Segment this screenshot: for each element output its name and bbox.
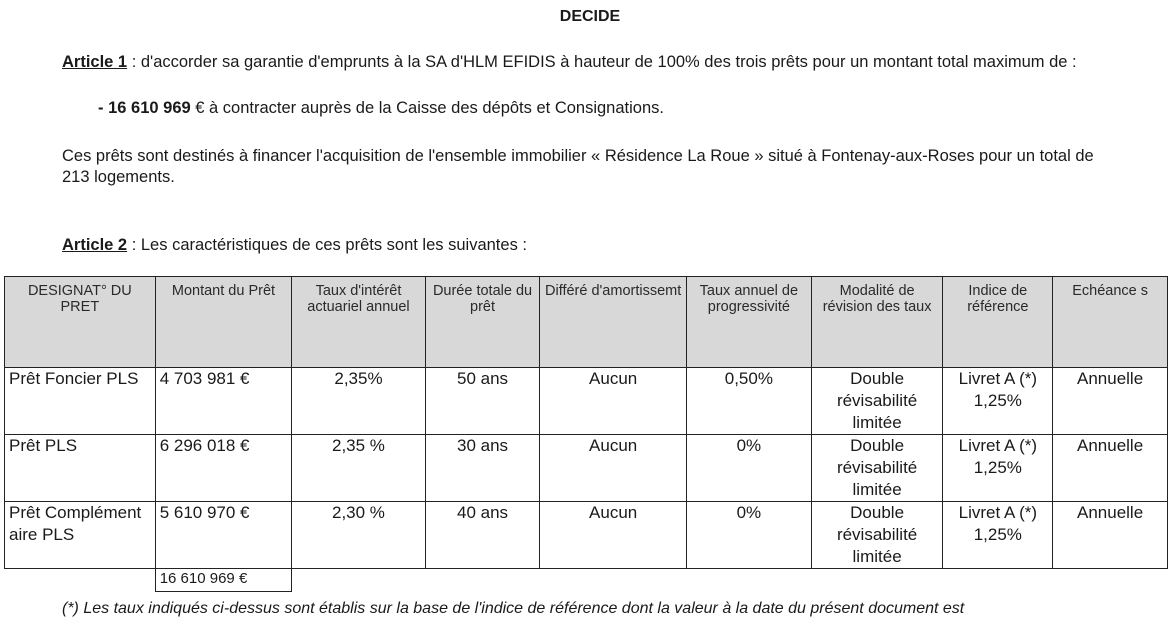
header-differe: Différé d'amortissemt bbox=[540, 277, 687, 368]
cell-differe: Aucun bbox=[540, 502, 687, 569]
table-total-row bbox=[5, 569, 1168, 592]
cell-modalite: Double révisabilité limitée bbox=[811, 368, 943, 435]
article-1-paragraph bbox=[62, 52, 1122, 73]
cell-modalite: Double révisabilité limitée bbox=[811, 435, 943, 502]
cell-progressivite: 0% bbox=[686, 502, 811, 569]
cell-montant: 5 610 970 € bbox=[155, 502, 292, 569]
cell-echeances: Annuelle bbox=[1053, 502, 1168, 569]
table-row bbox=[5, 502, 1168, 569]
cell-indice: Livret A (*) 1,25% bbox=[943, 502, 1053, 569]
table-row bbox=[5, 435, 1168, 502]
amount-suffix: € à contracter auprès de la Caisse des dépôts et Consignations. bbox=[190, 99, 664, 117]
cell-designation: Prêt Foncier PLS bbox=[5, 368, 156, 435]
table-header-row bbox=[5, 277, 1168, 368]
loan-total-amount: 16 610 969 bbox=[108, 99, 191, 117]
cell-differe: Aucun bbox=[540, 435, 687, 502]
cell-total-montant: 16 610 969 € bbox=[155, 569, 292, 592]
cell-progressivite: 0% bbox=[686, 435, 811, 502]
cell-modalite: Double révisabilité limitée bbox=[811, 502, 943, 569]
header-progressivite: Taux annuel de progressivité bbox=[686, 277, 811, 368]
header-montant: Montant du Prêt bbox=[155, 277, 292, 368]
cell-indice: Livret A (*) 1,25% bbox=[943, 368, 1053, 435]
cell-montant: 6 296 018 € bbox=[155, 435, 292, 502]
article-2-paragraph bbox=[62, 235, 527, 256]
cell-taux: 2,35 % bbox=[292, 435, 426, 502]
decision-heading: DECIDE bbox=[559, 8, 621, 25]
cell-progressivite: 0,50% bbox=[686, 368, 811, 435]
header-duree: Durée totale du prêt bbox=[425, 277, 540, 368]
cell-designation: Prêt PLS bbox=[5, 435, 156, 502]
financing-purpose-paragraph: Ces prêts sont destinés à financer l'acquisition de l'ensemble immobilier « Résidence La Roue » situé à Fontenay-aux-Roses pour un total de 213 logements. bbox=[62, 147, 1094, 186]
cell-differe: Aucun bbox=[540, 368, 687, 435]
loan-characteristics-table bbox=[4, 276, 1168, 592]
cell-designation: Prêt Complément aire PLS bbox=[5, 502, 156, 569]
article-1-amount-line bbox=[98, 98, 664, 119]
article-2-label: Article 2 bbox=[62, 236, 128, 254]
header-designation: DESIGNAT° DU PRET bbox=[5, 277, 156, 368]
header-modalite: Modalité de révision des taux bbox=[811, 277, 943, 368]
article-1-label: Article 1 bbox=[62, 53, 128, 71]
article-1-text: : d'accorder sa garantie d'emprunts à la SA d'HLM EFIDIS à hauteur de 100% des trois prêts pour un montant total maximum de : bbox=[127, 53, 1077, 71]
header-indice: Indice de référence bbox=[943, 277, 1053, 368]
cell-echeances: Annuelle bbox=[1053, 368, 1168, 435]
cell-taux: 2,30 % bbox=[292, 502, 426, 569]
cell-taux: 2,35% bbox=[292, 368, 426, 435]
amount-prefix: - bbox=[98, 99, 109, 117]
header-echeances: Echéance s bbox=[1053, 277, 1168, 368]
cell-duree: 40 ans bbox=[425, 502, 540, 569]
article-2-text: : Les caractéristiques de ces prêts sont les suivantes : bbox=[127, 236, 527, 254]
cell-indice: Livret A (*) 1,25% bbox=[943, 435, 1053, 502]
cell-duree: 50 ans bbox=[425, 368, 540, 435]
header-taux: Taux d'intérêt actuariel annuel bbox=[292, 277, 426, 368]
footnote: (*) Les taux indiqués ci-dessus sont établis sur la base de l'indice de référence dont la valeur à la date du présent document est bbox=[62, 600, 965, 617]
cell-duree: 30 ans bbox=[425, 435, 540, 502]
cell-montant: 4 703 981 € bbox=[155, 368, 292, 435]
cell-echeances: Annuelle bbox=[1053, 435, 1168, 502]
table-row bbox=[5, 368, 1168, 435]
